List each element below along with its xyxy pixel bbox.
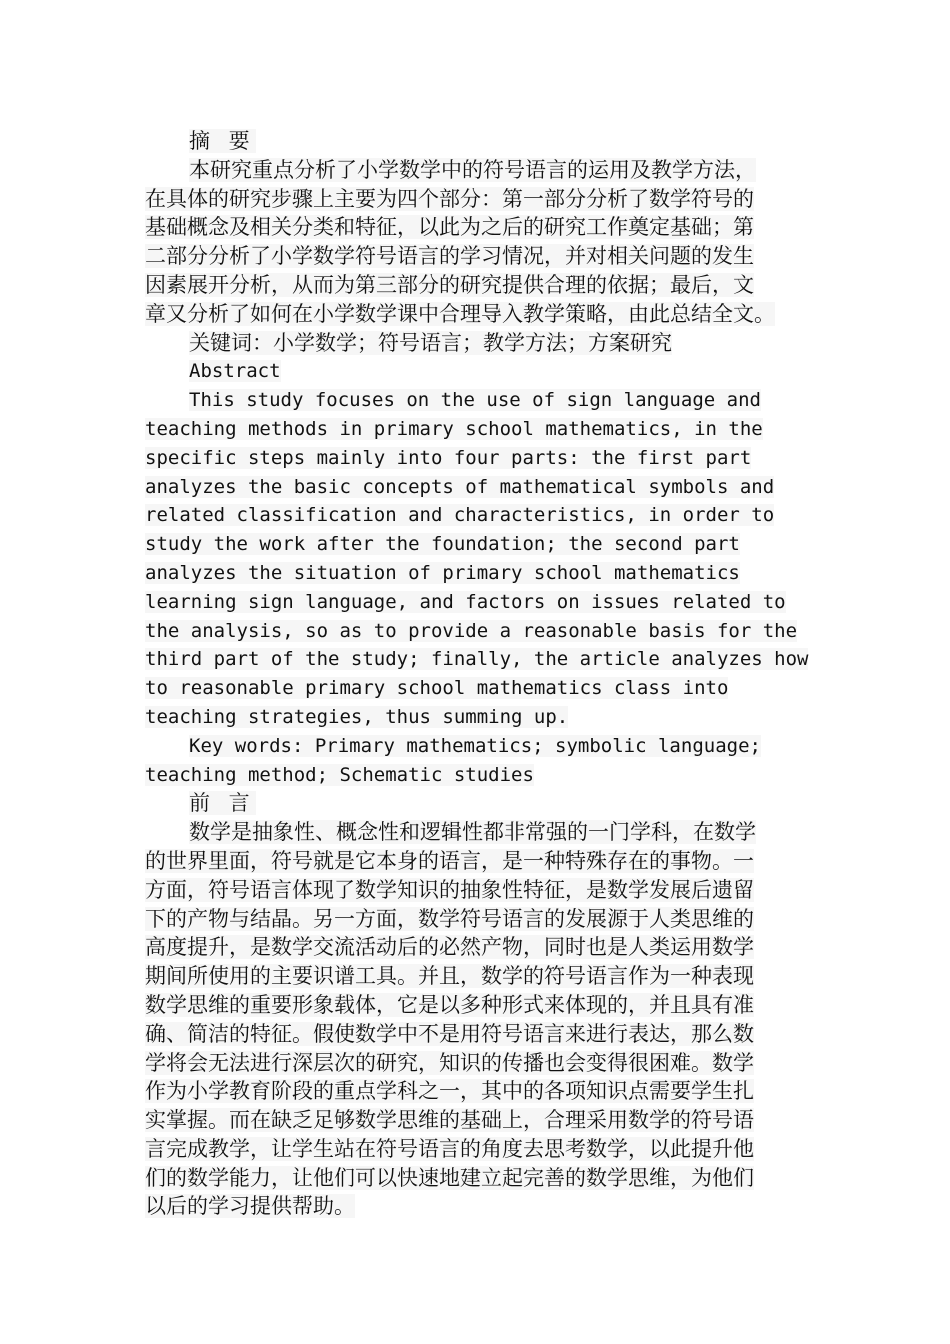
- preface-line: 作为小学教育阶段的重点学科之一，其中的各项知识点需要学生扎: [145, 1079, 754, 1104]
- abstract-en-line: third part of the study; finally, the article analyzes how: [145, 648, 809, 671]
- document-page: [145, 127, 815, 1221]
- abstract-cn-line: 二部分分析了小学数学符号语言的学习情况，并对相关问题的发生: [145, 244, 754, 269]
- abstract-cn-line: 因素展开分析，从而为第三部分的研究提供合理的依据；最后，文: [145, 272, 754, 297]
- preface-line: 数学思维的重要形象载体，它是以多种形式来体现的，并且具有准: [145, 992, 754, 1017]
- abstract-en-line: to reasonable primary school mathematics class into: [145, 677, 729, 700]
- abstract-en-line: analyzes the situation of primary school mathematics: [145, 561, 740, 584]
- preface-line: 以后的学习提供帮助。: [145, 1194, 355, 1219]
- abstract-en-line: teaching methods in primary school mathematics, in the: [145, 417, 763, 440]
- keywords-en: teaching method; Schematic studies: [145, 763, 534, 786]
- abstract-en-line: teaching strategies, thus summing up.: [145, 705, 569, 728]
- abstract-en-line: related classification and characteristics, in order to: [145, 504, 775, 527]
- abstract-en-line: the analysis, so as to provide a reasonable basis for the: [145, 619, 798, 642]
- abstract-cn-line: 本研究重点分析了小学数学中的符号语言的运用及教学方法，: [189, 157, 756, 182]
- preface-line: 高度提升，是数学交流活动后的必然产物，同时也是人类运用数学: [145, 935, 754, 960]
- abstract-en-line: specific steps mainly into four parts: the first part: [145, 446, 752, 469]
- preface-line: 学将会无法进行深层次的研究，知识的传播也会变得很困难。数学: [145, 1050, 754, 1075]
- preface-line: 数学是抽象性、概念性和逻辑性都非常强的一门学科，在数学: [189, 820, 756, 845]
- preface-line: 期间所使用的主要识谱工具。并且，数学的符号语言作为一种表现: [145, 964, 754, 989]
- preface-line: 下的产物与结晶。另一方面，数学符号语言的发展源于人类思维的: [145, 906, 754, 931]
- abstract-en-line: study the work after the foundation; the second part: [145, 533, 740, 556]
- preface-line: 实掌握。而在缺乏足够数学思维的基础上，合理采用数学的符号语: [145, 1108, 754, 1133]
- abstract-cn-line: 基础概念及相关分类和特征，以此为之后的研究工作奠定基础；第: [145, 215, 754, 240]
- keywords-en: Key words: Primary mathematics; symbolic language;: [189, 734, 761, 757]
- preface-line: 的世界里面，符号就是它本身的语言，是一种特殊存在的事物。一: [145, 848, 754, 873]
- keywords-cn: 关键词：小学数学；符号语言；教学方法；方案研究: [189, 330, 672, 355]
- abstract-en-line: learning sign language, and factors on issues related to: [145, 590, 786, 613]
- preface-line: 方面，符号语言体现了数学知识的抽象性特征，是数学发展后遗留: [145, 877, 754, 902]
- abstract-cn-line: 在具体的研究步骤上主要为四个部分：第一部分分析了数学符号的: [145, 186, 754, 211]
- abstract-en-heading: Abstract: [189, 360, 281, 383]
- abstract-en-line: analyzes the basic concepts of mathematical symbols and: [145, 475, 775, 498]
- abstract-cn-line: 章又分析了如何在小学数学课中合理导入教学策略，由此总结全文。: [145, 301, 775, 326]
- abstract-cn-heading: 摘 要: [189, 129, 256, 153]
- abstract-en-line: This study focuses on the use of sign language and: [189, 389, 761, 412]
- preface-line: 们的数学能力，让他们可以快速地建立起完善的数学思维，为他们: [145, 1165, 754, 1190]
- preface-heading: 前 言: [189, 791, 256, 816]
- preface-line: 言完成教学，让学生站在符号语言的角度去思考数学，以此提升他: [145, 1136, 754, 1161]
- preface-line: 确、简洁的特征。假使数学中不是用符号语言来进行表达，那么数: [145, 1021, 754, 1046]
